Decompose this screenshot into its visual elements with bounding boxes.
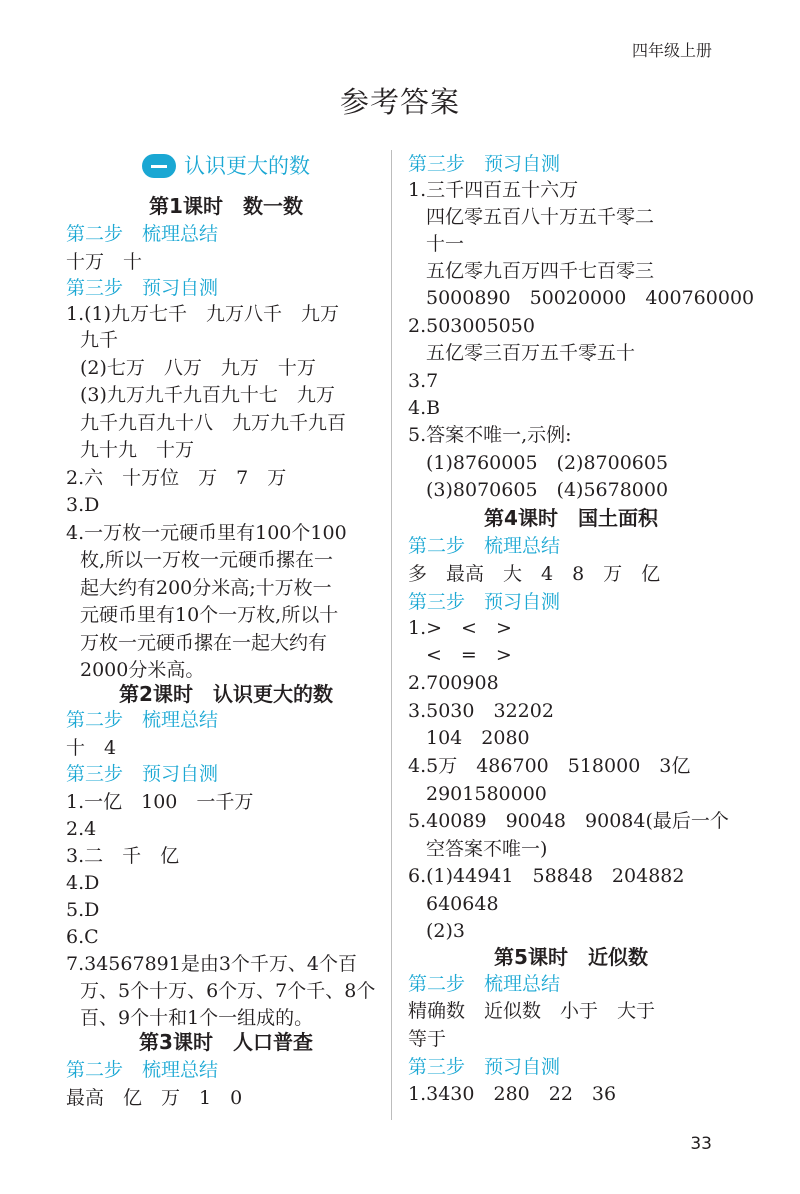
column-divider (391, 150, 392, 1120)
answer-line: 1.3430 280 22 36 (408, 1083, 617, 1105)
step-heading: 第三步 预习自测 (66, 763, 219, 785)
answer-line: 最高 亿 万 1 0 (66, 1087, 243, 1109)
answer-line: 4.D (66, 872, 100, 894)
lesson-heading: 第2课时 认识更大的数 (119, 682, 333, 706)
answer-line: (2)3 (426, 920, 466, 942)
answer-line: (2)七万 八万 九万 十万 (80, 357, 316, 379)
answer-line: 十万 十 (66, 251, 143, 273)
answer-line: 4.B (408, 397, 441, 419)
answer-line: 2.六 十万位 万 7 万 (66, 467, 287, 489)
answer-line: 五亿零三百万五千零五十 (426, 342, 636, 364)
answer-line: 5.40089 90048 90084(最后一个 (408, 810, 729, 832)
answer-line: 十 4 (66, 737, 117, 759)
answer-line: 起大约有200分米高;十万枚一 (80, 577, 332, 599)
answer-line: 1.> < > (408, 617, 512, 639)
answer-line: 百、9个十和1个一组成的。 (80, 1007, 314, 1029)
answer-line: 6.(1)44941 58848 204882 (408, 865, 685, 887)
answer-line: 九千九百九十八 九万九千九百 (80, 412, 347, 434)
answer-line: 万枚一元硬币摞在一起大约有 (80, 632, 328, 654)
answer-line: 3.5030 32202 (408, 700, 554, 722)
answer-line: 104 2080 (426, 727, 530, 749)
answer-line: 4.5万 486700 518000 3亿 (408, 755, 691, 777)
unit-heading (66, 154, 386, 184)
answer-line: 5000890 50020000 400760000 (426, 287, 755, 309)
step-heading: 第三步 预习自测 (408, 591, 561, 613)
answer-line: 4.一万枚一元硬币里有100个100 (66, 522, 347, 544)
answer-line: 万、5个十万、6个万、7个千、8个 (80, 980, 376, 1002)
answer-line: 2.4 (66, 818, 97, 840)
answer-line: 3.7 (408, 370, 439, 392)
lesson-heading: 第4课时 国土面积 (484, 506, 658, 530)
answer-line: 5.D (66, 899, 100, 921)
answer-line: 空答案不唯一) (426, 838, 548, 860)
answer-line: 十一 (426, 233, 465, 255)
answer-line: 2901580000 (426, 783, 547, 805)
answer-line: 1.一亿 100 一千万 (66, 791, 254, 813)
unit-title: 认识更大的数 (184, 154, 310, 178)
answer-line: 3.二 千 亿 (66, 845, 180, 867)
answer-line: 2.700908 (408, 672, 499, 694)
answer-line: 元硬币里有10个一万枚,所以十 (80, 604, 339, 626)
answer-line: 2000分米高。 (80, 659, 205, 681)
step-heading: 第三步 预习自测 (408, 153, 561, 175)
answer-line: 枚,所以一万枚一元硬币摞在一 (80, 549, 334, 571)
answer-line: 1.(1)九万七千 九万八千 九万 (66, 303, 340, 325)
answer-line: 2.503005050 (408, 315, 535, 337)
step-heading: 第二步 梳理总结 (408, 535, 561, 557)
answer-line: 等于 (408, 1028, 447, 1050)
answer-line: 四亿零五百八十万五千零二 (426, 206, 655, 228)
unit-one-badge-icon (142, 154, 176, 178)
lesson-heading: 第1课时 数一数 (149, 194, 303, 218)
lesson-heading: 第5课时 近似数 (494, 945, 648, 969)
step-heading: 第二步 梳理总结 (66, 709, 219, 731)
answer-line: 1.三千四百五十六万 (408, 179, 579, 201)
answer-line: 精确数 近似数 小于 大于 (408, 1000, 656, 1022)
answer-line: 5.答案不唯一,示例: (408, 424, 572, 446)
step-heading: 第三步 预习自测 (408, 1056, 561, 1078)
answer-line: 6.C (66, 926, 99, 948)
answer-line: < = > (426, 644, 512, 666)
answer-line: 640648 (426, 893, 499, 915)
answer-line: 五亿零九百万四千七百零三 (426, 260, 655, 282)
step-heading: 第二步 梳理总结 (66, 223, 219, 245)
step-heading: 第二步 梳理总结 (66, 1059, 219, 1081)
grade-label: 四年级上册 (631, 41, 712, 60)
answer-line: (3)九万九千九百九十七 九万 (80, 384, 335, 406)
step-heading: 第二步 梳理总结 (408, 973, 561, 995)
answer-line: (3)8070605 (4)5678000 (426, 479, 669, 501)
answer-line: 多 最高 大 4 8 万 亿 (408, 563, 661, 585)
lesson-heading: 第3课时 人口普查 (139, 1030, 313, 1054)
answer-line: 九十九 十万 (80, 439, 195, 461)
answer-line: 7.34567891是由3个千万、4个百 (66, 953, 358, 975)
answer-line: (1)8760005 (2)8700605 (426, 452, 669, 474)
page-number: 33 (690, 1134, 712, 1154)
page-title: 参考答案 (339, 85, 460, 119)
answer-line: 九千 (80, 329, 119, 351)
step-heading: 第三步 预习自测 (66, 277, 219, 299)
answer-line: 3.D (66, 494, 100, 516)
